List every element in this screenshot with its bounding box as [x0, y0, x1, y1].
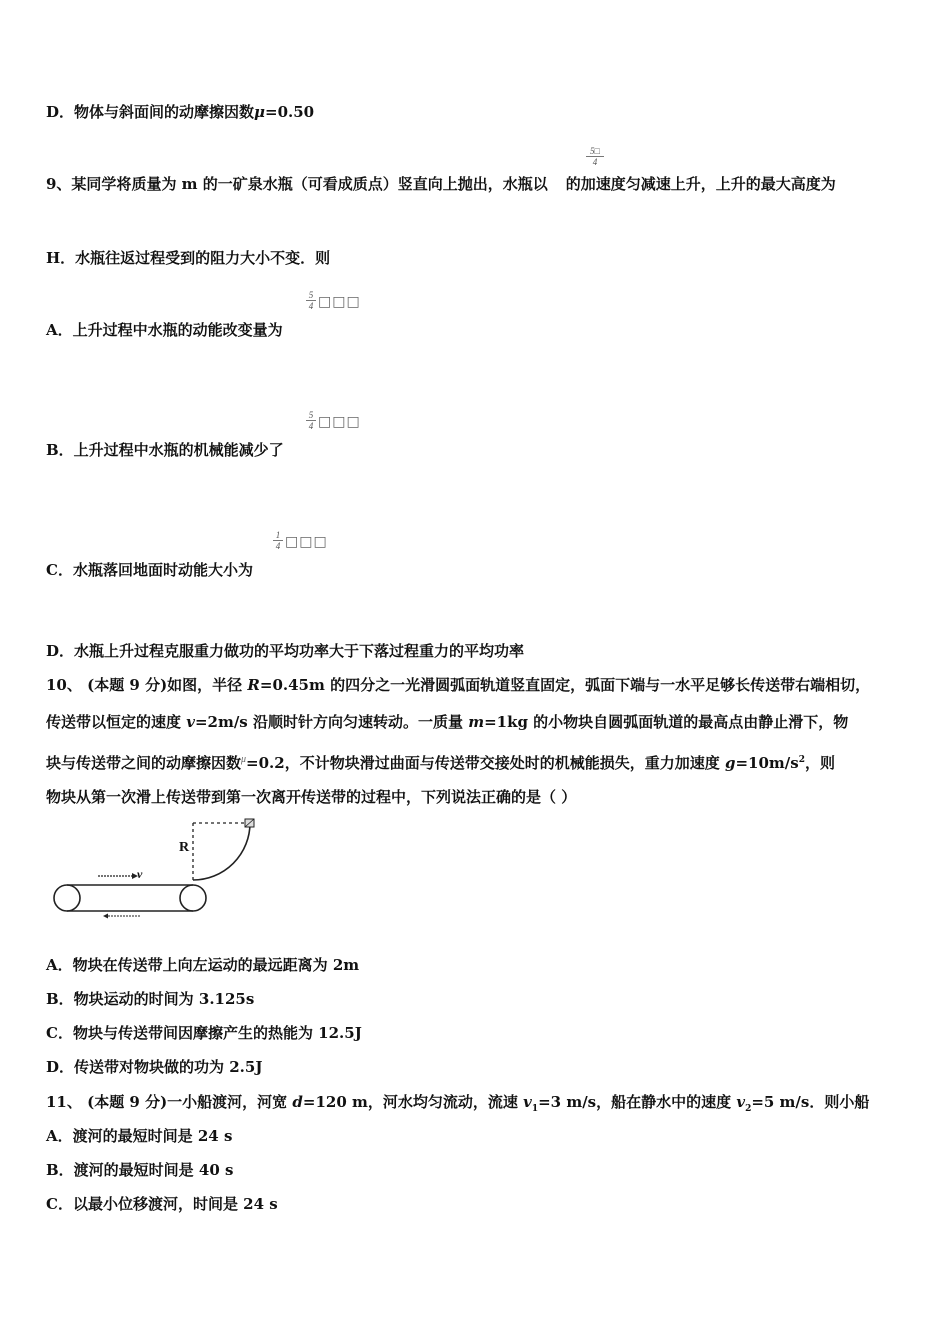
q10-option-b: B．物块运动的时间为 3.125s — [46, 990, 255, 1008]
q9-option-c: C．水瓶落回地面时动能大小为 — [46, 561, 253, 579]
q9-a-fraction: $\frac{5}{4}$ — [306, 290, 316, 311]
q11-option-b: B．渡河的最短时间是 40 s — [46, 1161, 234, 1179]
q10-stem-line1: 10、 (本题 9 分)如图，半径 R=0.45m 的四分之一光滑圆弧面轨道竖直固定，弧面下端与一水平足够长传送带右端相切， — [46, 676, 871, 694]
q11-option-a: A．渡河的最短时间是 24 s — [46, 1127, 233, 1145]
q11-stem: 11、 (本题 9 分)一小船渡河，河宽 d=120 m，河水均匀流动，流速 $v_1=3$ m/s，船在静水中的速度 $v_2=5$ m/s．则小船 — [46, 1093, 870, 1114]
q9-c-fraction: $\frac{1}{4}$ — [273, 530, 283, 551]
q9-b-fraction: $\frac{5}{4}$ — [306, 410, 316, 431]
q9-c-placeholder-boxes: □□□ — [285, 534, 328, 550]
q9-option-a: A．上升过程中水瓶的动能改变量为 — [46, 321, 283, 339]
q10-option-c: C．物块与传送带间因摩擦产生的热能为 12.5J — [46, 1024, 362, 1042]
q9-accel-fraction: $\frac{5□}{4}$ — [586, 146, 604, 167]
velocity-label: v — [137, 867, 143, 881]
arc-track — [193, 823, 250, 880]
q9-stem-line1: 9、某同学将质量为 m 的一矿泉水瓶（可看成质点）竖直向上抛出，水瓶以 的加速度匀减速上升，上升的最大高度为 — [46, 175, 836, 193]
right-pulley — [180, 885, 206, 911]
q9-stem-line2: H．水瓶往返过程受到的阻力大小不变．则 — [46, 249, 331, 267]
q11-option-c: C．以最小位移渡河，时间是 24 s — [46, 1195, 278, 1213]
q10-stem-line2: 传送带以恒定的速度 v=2m/s 沿顺时针方向匀速转动。一质量 m=1kg 的小物块自圆弧面轨道的最高点由静止滑下，物 — [46, 713, 849, 731]
q9-option-d: D．水瓶上升过程克服重力做功的平均功率大于下落过程重力的平均功率 — [46, 642, 525, 660]
q10-conveyor-diagram — [48, 818, 263, 920]
mu-symbol: μ — [241, 754, 247, 765]
q9-b-placeholder-boxes: □□□ — [318, 414, 361, 430]
q10-option-a: A．物块在传送带上向左运动的最远距离为 2m — [46, 956, 360, 974]
q9-option-b: B．上升过程中水瓶的机械能减少了 — [46, 441, 284, 459]
q10-option-d: D．传送带对物块做的功为 2.5J — [46, 1058, 263, 1076]
q9-a-placeholder-boxes: □□□ — [318, 294, 361, 310]
q10-stem-line4: 物块从第一次滑上传送带到第一次离开传送带的过程中，下列说法正确的是（ ） — [46, 788, 577, 806]
left-pulley — [54, 885, 80, 911]
q8-option-d: D．物体与斜面间的动摩擦因数μ=0.50 — [46, 103, 315, 121]
radius-label: R — [179, 840, 190, 855]
q10-stem-line3: 块与传送带之间的动摩擦因数$^\mu$=0.2，不计物块滑过曲面与传送带交接处时的机械能损失，重力加速度 $g=10m/s^2$，则 — [46, 754, 835, 772]
